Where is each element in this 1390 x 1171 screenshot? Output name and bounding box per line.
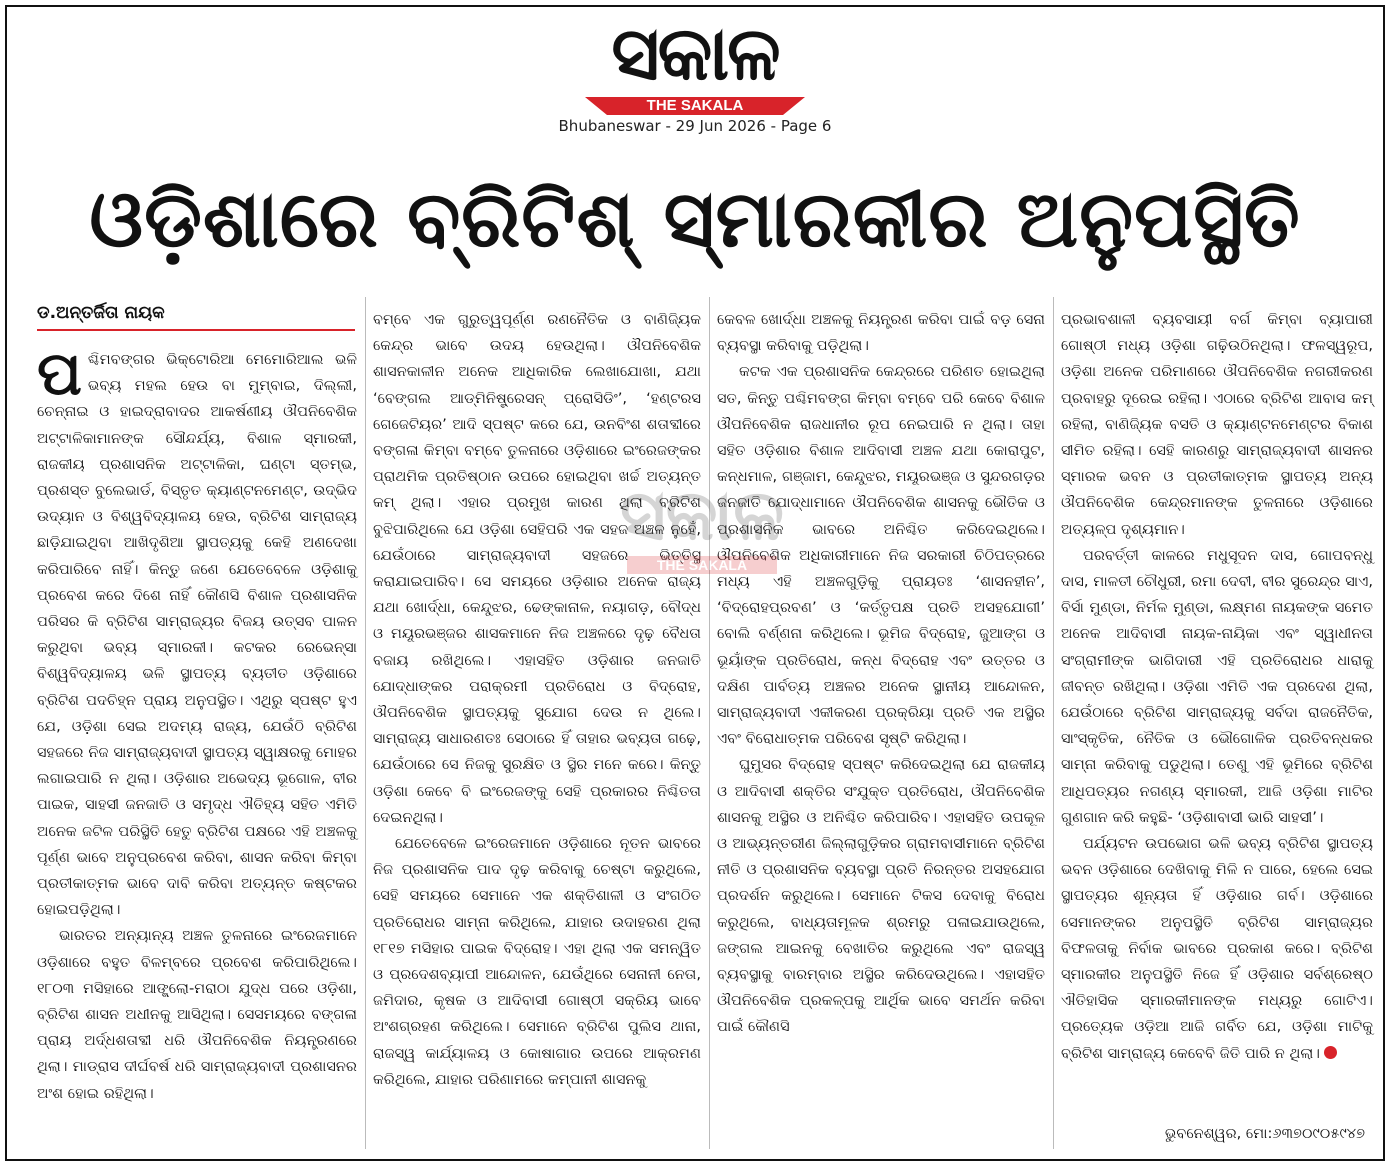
article-headline: ଓଡ଼ିଶାରେ ବ୍ରିଟିଶ୍ ସ୍ମାରକୀର ଅନୁପସ୍ଥିତି bbox=[89, 175, 1301, 265]
paragraph: ପରବର୍ତ୍ତୀ କାଳରେ ମଧୁସୂଦନ ଦାସ, ଗୋପବନ୍ଧୁ ଦାସ, ମାଳତୀ ଚୌଧୁରୀ, ରମା ଦେବୀ, ବୀର ସୁରେନ୍ଦ୍ର ସାଏ, ବିର୍ସା ମୁଣ୍ଡା, ନିର୍ମଳ ମୁଣ୍ଡା, ଲକ୍ଷ୍ମଣ ନାୟକଙ୍କ ସମେତ ଅନେକ ଆଦିବାସୀ ନାୟକ-ନାୟିକା ଏବଂ ସ୍ୱାଧୀନତା ସଂଗ୍ରାମୀଙ୍କ ଭାଗିଦାରୀ ଏହି ପ୍ରତିରୋଧର ଧାରାକୁ ଜୀବନ୍ତ ରଖିଥିଲା। ଓଡ଼ିଶା ଏମିତି ଏକ ପ୍ରଦେଶ ଥିଲା, ଯେଉଁଠାରେ ବ୍ରିଟିଶ ସାମ୍ରାଜ୍ୟକୁ ସର୍ବଦା ରାଜନୈତିକ, ସାଂସ୍କୃତିକ, ନୈତିକ ଓ ଭୌଗୋଳିକ ପ୍ରତିବନ୍ଧକର ସାମ୍ନା କରିବାକୁ ପଡୁଥିଲା। ତେଣୁ ଏହି ଭୂମିରେ ବ୍ରିଟିଶ ଆଧିପତ୍ୟର ନଗଣ୍ୟ ସ୍ମାରକୀ, ଆଜି ଓଡ଼ିଶା ମାଟିର ଗୁଣଗାନ କରି କହୁଛି- ‘ଓଡ଼ିଶାବାସୀ ଭାରି ସାହସୀ’। bbox=[1061, 546, 1373, 826]
paragraph: କଟକ ଏକ ପ୍ରଶାସନିକ କେନ୍ଦ୍ରରେ ପରିଣତ ହୋଇଥିଲା ସତ, କିନ୍ତୁ ପଶ୍ଚିମବଙ୍ଗ କିମ୍ବା ବମ୍ବେ ପରି କେବେ ବିଶାଳ ଔପନିବେଶିକ ରାଜଧାନୀର ରୂପ ନେଇପାରି ନ ଥିଲା। ତାହା ସହିତ ଓଡ଼ିଶାର ବିଶାଳ ଆଦିବାସୀ ଅଞ୍ଚଳ ଯଥା କୋରାପୁଟ, କନ୍ଧମାଳ, ଗଞ୍ଜାମ, କେନ୍ଦୁଝର, ମୟୂରଭଞ୍ଜ ଓ ସୁନ୍ଦରଗଡ଼ର ଜନଜାତି ଯୋଦ୍ଧାମାନେ ଔପନିବେଶିକ ଶାସନକୁ ଭୌତିକ ଓ ପ୍ରଶାସନିକ ଭାବରେ ଅନିଶ୍ଚିତ କରିଦେଇଥିଲେ। ଔପନିବେଶିକ ଅଧିକାରୀମାନେ ନିଜ ସରକାରୀ ଚିଠିପତ୍ରରେ ମଧ୍ୟ ଏହି ଅଞ୍ଚଳଗୁଡ଼ିକୁ ପ୍ରାୟତଃ ‘ଶାସନହୀନ’, ‘ବିଦ୍ରୋହପ୍ରବଣ’ ଓ ‘କର୍ତ୍ତୃପକ୍ଷ ପ୍ରତି ଅସହଯୋଗୀ’ ବୋଲି ବର୍ଣ୍ଣନା କରିଥିଲେ। ଭୂମିଜ ବିଦ୍ରୋହ, ଜୁଆଙ୍ଗ ଓ ଭୂୟାଁଙ୍କ ପ୍ରତିରୋଧ, କନ୍ଧ ବିଦ୍ରୋହ ଏବଂ ଉତ୍ତର ଓ ଦକ୍ଷିଣ ପାର୍ବତ୍ୟ ଅଞ୍ଚଳର ଅନେକ ସ୍ଥାନୀୟ ଆନ୍ଦୋଳନ, ସାମ୍ରାଜ୍ୟବାଦୀ ଏକୀକରଣ ପ୍ରକ୍ରିୟା ପ୍ରତି ଏକ ଅସ୍ଥିର ଏବଂ ବିରୋଧାତ୍ମକ ପରିବେଶ ସୃଷ୍ଟି କରିଥିଲା। bbox=[717, 363, 1045, 748]
paragraph: କେବଳ ଖୋର୍ଦ୍ଧା ଅଞ୍ଚଳକୁ ନିୟନ୍ତ୍ରଣ କରିବା ପାଇଁ ବଡ଼ ସେନା ବ୍ୟବସ୍ଥା କରିବାକୁ ପଡ଼ିଥିଲା। bbox=[717, 311, 1045, 355]
end-mark-icon bbox=[1324, 1046, 1337, 1059]
column-divider bbox=[1053, 297, 1054, 1149]
article-column-3 bbox=[717, 307, 1045, 1041]
masthead bbox=[7, 9, 1383, 137]
byline-underline bbox=[37, 329, 355, 331]
column-divider bbox=[365, 297, 366, 1149]
sakala-logo bbox=[545, 11, 845, 115]
logo-wordmark: ସକାଳ bbox=[611, 11, 779, 97]
paragraph: ପ୍ରଭାବଶାଳୀ ବ୍ୟବସାୟୀ ବର୍ଗ କିମ୍ବା ବ୍ୟାପାରୀ ଗୋଷ୍ଠୀ ମଧ୍ୟ ଓଡ଼ିଶା ଗଢ଼ିଉଠିନଥିଲା। ଫଳସ୍ୱରୂପ, ଓଡ଼ିଶା ଅନେକ ପରିମାଣରେ ଔପନିବେଶିକ ନଗରୀକରଣ ପ୍ରବାହରୁ ଦୂରେଇ ରହିଲା। ଏଠାରେ ବ୍ରିଟିଶ ଆବାସ କମ୍ ରହିଲା, ବାଣିଜ୍ୟିକ ବସତି ଓ କ୍ୟାଣ୍ଟନମେଣ୍ଟର ବିକାଶ ସୀମିତ ରହିଲା। ସେହି କାରଣରୁ ସାମ୍ରାଜ୍ୟବାଦୀ ଶାସନର ସ୍ମାରକ ଭବନ ଓ ପ୍ରତୀକାତ୍ମକ ସ୍ଥାପତ୍ୟ ଅନ୍ୟ ଔପନିବେଶିକ କେନ୍ଦ୍ରମାନଙ୍କ ତୁଳନାରେ ଓଡ଼ିଶାରେ ଅତ୍ୟଳ୍ପ ଦୃଶ୍ୟମାନ। bbox=[1061, 311, 1373, 538]
paragraph: ପଶ୍ଚିମବଙ୍ଗର ଭିକ୍ଟୋରିଆ ମେମୋରିଆଲ ଭଳି ଭବ୍ୟ ମହଲ ହେଉ ବା ମୁମ୍ବାଇ, ଦିଲ୍ଲୀ, ଚେନ୍ନାଇ ଓ ହାଇଦ୍ରାବାଦର ଆକର୍ଷଣୀୟ ଔପନିବେଶିକ ଅଟ୍ଟାଳିକାମାନଙ୍କ ସୌନ୍ଦର୍ଯ୍ୟ, ବିଶାଳ ସ୍ମାରକୀ, ରାଜକୀୟ ପ୍ରଶାସନିକ ଅଟ୍ଟାଳିକା, ଘଣ୍ଟା ସ୍ତମ୍ଭ, ପ୍ରଶସ୍ତ ବୁଲେଭାର୍ଡ, ବିସ୍ତୃତ କ୍ୟାଣ୍ଟନମେଣ୍ଟ, ଉଦ୍ଭିଦ ଉଦ୍ୟାନ ଓ ବିଶ୍ୱବିଦ୍ୟାଳୟ ହେଉ, ବ୍ରିଟିଶ ସାମ୍ରାଜ୍ୟ ଛାଡ଼ିଯାଇଥିବା ଆଖିଦୃଶିଆ ସ୍ଥାପତ୍ୟକୁ କେହି ଅଣଦେଖା କରିପାରିବେ ନାହିଁ। କିନ୍ତୁ ଜଣେ ଯେତେବେଳେ ଓଡ଼ିଶାକୁ ପ୍ରବେଶ କରେ ଦିଶେ ନାହିଁ କୌଣସି ବିଶାଳ ପ୍ରଶାସନିକ ପରିସର କି ବ୍ରିଟିଶ ସାମ୍ରାଜ୍ୟର ବିଜୟ ଉତ୍ସବ ପାଳନ କରୁଥିବା ଭବ୍ୟ ସ୍ମାରକୀ। କଟକର ରେଭେନ୍ସା ବିଶ୍ୱବିଦ୍ୟାଳୟ ଭଳି ସ୍ଥାପତ୍ୟ ବ୍ୟତୀତ ଓଡ଼ିଶାରେ ବ୍ରିଟିଶ ପଦଚିହ୍ନ ପ୍ରାୟ ଅନୁପସ୍ଥିତ। ଏଥିରୁ ସ୍ପଷ୍ଟ ହୁଏ ଯେ, ଓଡ଼ିଶା ସେଇ ଅଦମ୍ୟ ରାଜ୍ୟ, ଯେଉଁଠି ବ୍ରିଟିଶ ସହଜରେ ନିଜ ସାମ୍ରାଜ୍ୟବାଦୀ ସ୍ଥାପତ୍ୟ ସ୍ୱାକ୍ଷରକୁ ମୋହର ଲଗାଇପାରି ନ ଥିଲା। ଓଡ଼ିଶାର ଅଭେଦ୍ୟ ଭୂଗୋଳ, ବୀର ପାଇକ, ସାହସୀ ଜନଜାତି ଓ ସମୃଦ୍ଧ ଐତିହ୍ୟ ସହିତ ଏମିତି ଅନେକ ଜଟିଳ ପରିସ୍ଥିତି ହେତୁ ବ୍ରିଟିଶ ପକ୍ଷରେ ଏହି ଅଞ୍ଚଳକୁ ପୂର୍ଣ୍ଣ ଭାବେ ଅନୁପ୍ରବେଶ କରିବା, ଶାସନ କରିବା କିମ୍ବା ପ୍ରତୀକାତ୍ମକ ଭାବେ ଦାବି କରିବା ଅତ୍ୟନ୍ତ କଷ୍ଟକର ହୋଇପଡ଼ିଥିଲା। bbox=[37, 339, 357, 919]
sakala-watermark-logo: ସକାଳ THE SAKALA bbox=[620, 474, 784, 573]
newspaper-page bbox=[5, 5, 1385, 1161]
article-column-1 bbox=[37, 339, 357, 1107]
column-divider bbox=[709, 297, 710, 1149]
dateline: Bhubaneswar - 29 Jun 2026 - Page 6 bbox=[558, 117, 832, 135]
paragraph: ଭାରତର ଅନ୍ୟାନ୍ୟ ଅଞ୍ଚଳ ତୁଳନାରେ ଇଂରେଜମାନେ ଓଡ଼ିଶାରେ ବହୁତ ବିଳମ୍ବରେ ପ୍ରବେଶ କରିପାରିଥିଲେ। ୧୮୦୩ ମସିହାରେ ଆଙ୍ଗ୍ଲୋ-ମରାଠା ଯୁଦ୍ଧ ପରେ ଓଡ଼ିଶା, ବ୍ରିଟିଶ ଶାସନ ଅଧୀନକୁ ଆସିଥିଲା। ସେସମୟରେ ବଙ୍ଗଳା ପ୍ରାୟ ଅର୍ଦ୍ଧଶତାବ୍ଦୀ ଧରି ଔପନିବେଶିକ ନିୟନ୍ତ୍ରଣରେ ଥିଲା। ମାଡ୍ରାସ ଦୀର୍ଘବର୍ଷ ଧରି ସାମ୍ରାଜ୍ୟବାଦୀ ପ୍ରଶାସନର ଅଂଶ ହୋଇ ରହିଥିଲା। bbox=[37, 927, 357, 1102]
author-signoff: ଭୁବନେଶ୍ୱର, ମୋ:୬୩୭୦୯୦୫୯୪୭ bbox=[1164, 1125, 1365, 1142]
byline: ଡ.ଅନ୍ତର୍ଜିତା ନାୟକ bbox=[37, 303, 165, 323]
paragraph: ଯେତେବେଳେ ଇଂରେଜମାନେ ଓଡ଼ିଶାରେ ନୂତନ ଭାବରେ ନିଜ ପ୍ରଶାସନିକ ପାଦ ଦୃଢ଼ କରିବାକୁ ଚେଷ୍ଟା କରୁଥିଲେ, ସେହି ସମୟରେ ସେମାନେ ଏକ ଶକ୍ତିଶାଳୀ ଓ ସଂଗଠିତ ପ୍ରତିରୋଧର ସାମ୍ନା କରିଥିଲେ, ଯାହାର ଉଦାହରଣ ଥିଲା ୧୮୧୭ ମସିହାର ପାଇକ ବିଦ୍ରୋହ। ଏହା ଥିଲା ଏକ ସମନ୍ୱିତ ଓ ପ୍ରଦେଶବ୍ୟାପୀ ଆନ୍ଦୋଳନ, ଯେଉଁଥିରେ ସେନାନୀ ନେତା, ଜମିଦାର, କୃଷକ ଓ ଆଦିବାସୀ ଗୋଷ୍ଠୀ ସକ୍ରିୟ ଭାବେ ଅଂଶଗ୍ରହଣ କରିଥିଲେ। ସେମାନେ ବ୍ରିଟିଶ ପୁଲିସ ଥାନା, ରାଜସ୍ୱ କାର୍ଯ୍ୟାଳୟ ଓ କୋଷାଗାର ଉପରେ ଆକ୍ରମଣ କରିଥିଲେ, ଯାହାର ପରିଣାମରେ କମ୍ପାନୀ ଶାସନକୁ bbox=[373, 835, 701, 1088]
paragraph: ପର୍ଯ୍ୟଟନ ଉପଭୋଗ ଭଳି ଭବ୍ୟ ବ୍ରିଟିଶ ସ୍ଥାପତ୍ୟ ଭବନ ଓଡ଼ିଶାରେ ଦେଖିବାକୁ ମିଳି ନ ପାରେ, ହେଲେ ସେଇ ସ୍ଥାପତ୍ୟର ଶୂନ୍ୟତା ହିଁ ଓଡ଼ିଶାର ଗର୍ବ। ଓଡ଼ିଶାରେ ସେମାନଙ୍କର ଅନୁପସ୍ଥିତି ବ୍ରିଟିଶ ସାମ୍ରାଜ୍ୟର ବିଫଳତାକୁ ନିର୍ବାକ ଭାବରେ ପ୍ରକାଶ କରେ। ବ୍ରିଟିଶ ସ୍ମାରକୀର ଅନୁପସ୍ଥିତି ନିଜେ ହିଁ ଓଡ଼ିଶାର ସର୍ବଶ୍ରେଷ୍ଠ ଐତିହାସିକ ସ୍ମାରକୀମାନଙ୍କ ମଧ୍ୟରୁ ଗୋଟିଏ। ପ୍ରତ୍ୟେକ ଓଡ଼ିଆ ଆଜି ଗର୍ବିତ ଯେ, ଓଡ଼ିଶା ମାଟିକୁ ବ୍ରିଟିଶ ସାମ୍ରାଜ୍ୟ କେବେବି ଜିତି ପାରି ନ ଥିଲା। bbox=[1061, 835, 1373, 1062]
paragraph: ବମ୍ବେ ଏକ ଗୁରୁତ୍ୱପୂର୍ଣ୍ଣ ରଣନୈତିକ ଓ ବାଣିଜ୍ୟିକ କେନ୍ଦ୍ର ଭାବେ ଉଦୟ ହେଉଥିଲା। ଔପନିବେଶିକ ଶାସନକାଳୀନ ଅନେକ ଆଧିକାରିକ ଲେଖାଯୋଖା, ଯଥା ‘ବେଙ୍ଗଲ ଆଡ୍‌ମିନିଷ୍ଟ୍ରେସନ୍ ପ୍ରୋସିଡିଂ’, ‘ହଣ୍ଟରସ ଗେଜେଟିୟର’ ଆଦି ସ୍ପଷ୍ଟ କରେ ଯେ, ଉନବିଂଶ ଶତାବ୍ଦୀରେ ବଙ୍ଗଳା କିମ୍ବା ବମ୍ବେ ତୁଳନାରେ ଓଡ଼ିଶାରେ ଇଂରେଜଙ୍କର ପ୍ରାଥମିକ ପ୍ରତିଷ୍ଠାନ ଉପରେ ହୋଇଥିବା ଖର୍ଚ୍ଚ ଅତ୍ୟନ୍ତ କମ୍ ଥିଲା। ଏହାର ପ୍ରମୁଖ କାରଣ ଥିଲା ବ୍ରିଟିଶ ବୁଝିପାରିଥିଲେ ଯେ ଓଡ଼ିଶା ସେହିପରି ଏକ ସହଜ ଅଞ୍ଚଳ ନୁହେଁ, ଯେଉଁଠାରେ ସାମ୍ରାଜ୍ୟବାଦୀ ସହଜରେ ଭିତ୍ତିସ୍ଥ କରାଯାଇପାରିବ। ସେ ସମୟରେ ଓଡ଼ିଶାର ଅନେକ ରାଜ୍ୟ ଯଥା ଖୋର୍ଦ୍ଧା, କେନ୍ଦୁଝର, ଢେଙ୍କାନାଳ, ନୟାଗଡ଼, ବୌଦ୍ଧ ଓ ମୟୂରଭଞ୍ଜର ଶାସକମାନେ ନିଜ ଅଞ୍ଚଳରେ ଦୃଢ଼ ବୈଧତା ବଜାୟ ରଖିଥିଲେ। ଏହାସହିତ ଓଡ଼ିଶାର ଜନଜାତି ଯୋଦ୍ଧାଙ୍କର ପରାକ୍ରମୀ ପ୍ରତିରୋଧ ଓ ବିଦ୍ରୋହ, ଔପନିବେଶିକ ସ୍ଥାପତ୍ୟକୁ ସୁଯୋଗ ଦେଉ ନ ଥିଲେ। ସାମ୍ରାଜ୍ୟ ସାଧାରଣତଃ ସେଠାରେ ହିଁ ତାହାର ଭବ୍ୟତା ଗଢ଼େ, ଯେଉଁଠାରେ ସେ ନିଜକୁ ସୁରକ୍ଷିତ ଓ ସ୍ଥିର ମନେ କରେ। କିନ୍ତୁ ଓଡ଼ିଶା କେବେ ବି ଇଂରେଜଙ୍କୁ ସେହି ପ୍ରକାରର ନିଶ୍ଚିତତା ଦେଇନଥିଲା। bbox=[373, 311, 701, 826]
drop-cap: ପ bbox=[37, 339, 82, 409]
paragraph: ଘୁମୁସର ବିଦ୍ରୋହ ସ୍ପଷ୍ଟ କରିଦେଇଥିଲା ଯେ ରାଜକୀୟ ଓ ଆଦିବାସୀ ଶକ୍ତିର ସଂଯୁକ୍ତ ପ୍ରତିରୋଧ, ଔପନିବେଶିକ ଶାସନକୁ ଅସ୍ଥିର ଓ ଅନିଶ୍ଚିତ କରିପାରିବ। ଏହାସହିତ ଉପକୂଳ ଓ ଆଭ୍ୟନ୍ତରୀଣ ଜିଲ୍ଲାଗୁଡ଼ିକର ଗ୍ରାମବାସୀମାନେ ବ୍ରିଟିଶ ନୀତି ଓ ପ୍ରଶାସନିକ ବ୍ୟବସ୍ଥା ପ୍ରତି ନିରନ୍ତର ଅସହଯୋଗ ପ୍ରଦର୍ଶନ କରୁଥିଲେ। ସେମାନେ ଟିକସ ଦେବାକୁ ବିରୋଧ କରୁଥିଲେ, ବାଧ୍ୟତାମୂଳକ ଶ୍ରମରୁ ପଳାଇଯାଉଥିଲେ, ଜଙ୍ଗଲ ଆଇନକୁ ବେଖାତିର କରୁଥିଲେ ଏବଂ ରାଜସ୍ୱ ବ୍ୟବସ୍ଥାକୁ ବାରମ୍ବାର ଅସ୍ଥିର କରିଦେଉଥିଲେ। ଏହାସହିତ ଔପନିବେଶିକ ପ୍ରକଳ୍ପକୁ ଆର୍ଥିକ ଭାବେ ସମର୍ଥନ କରିବା ପାଇଁ କୌଣସି bbox=[717, 756, 1045, 1036]
logo-band: THE SAKALA bbox=[607, 97, 783, 115]
article-column-4 bbox=[1061, 307, 1373, 1067]
article-column-2 bbox=[373, 307, 701, 1093]
